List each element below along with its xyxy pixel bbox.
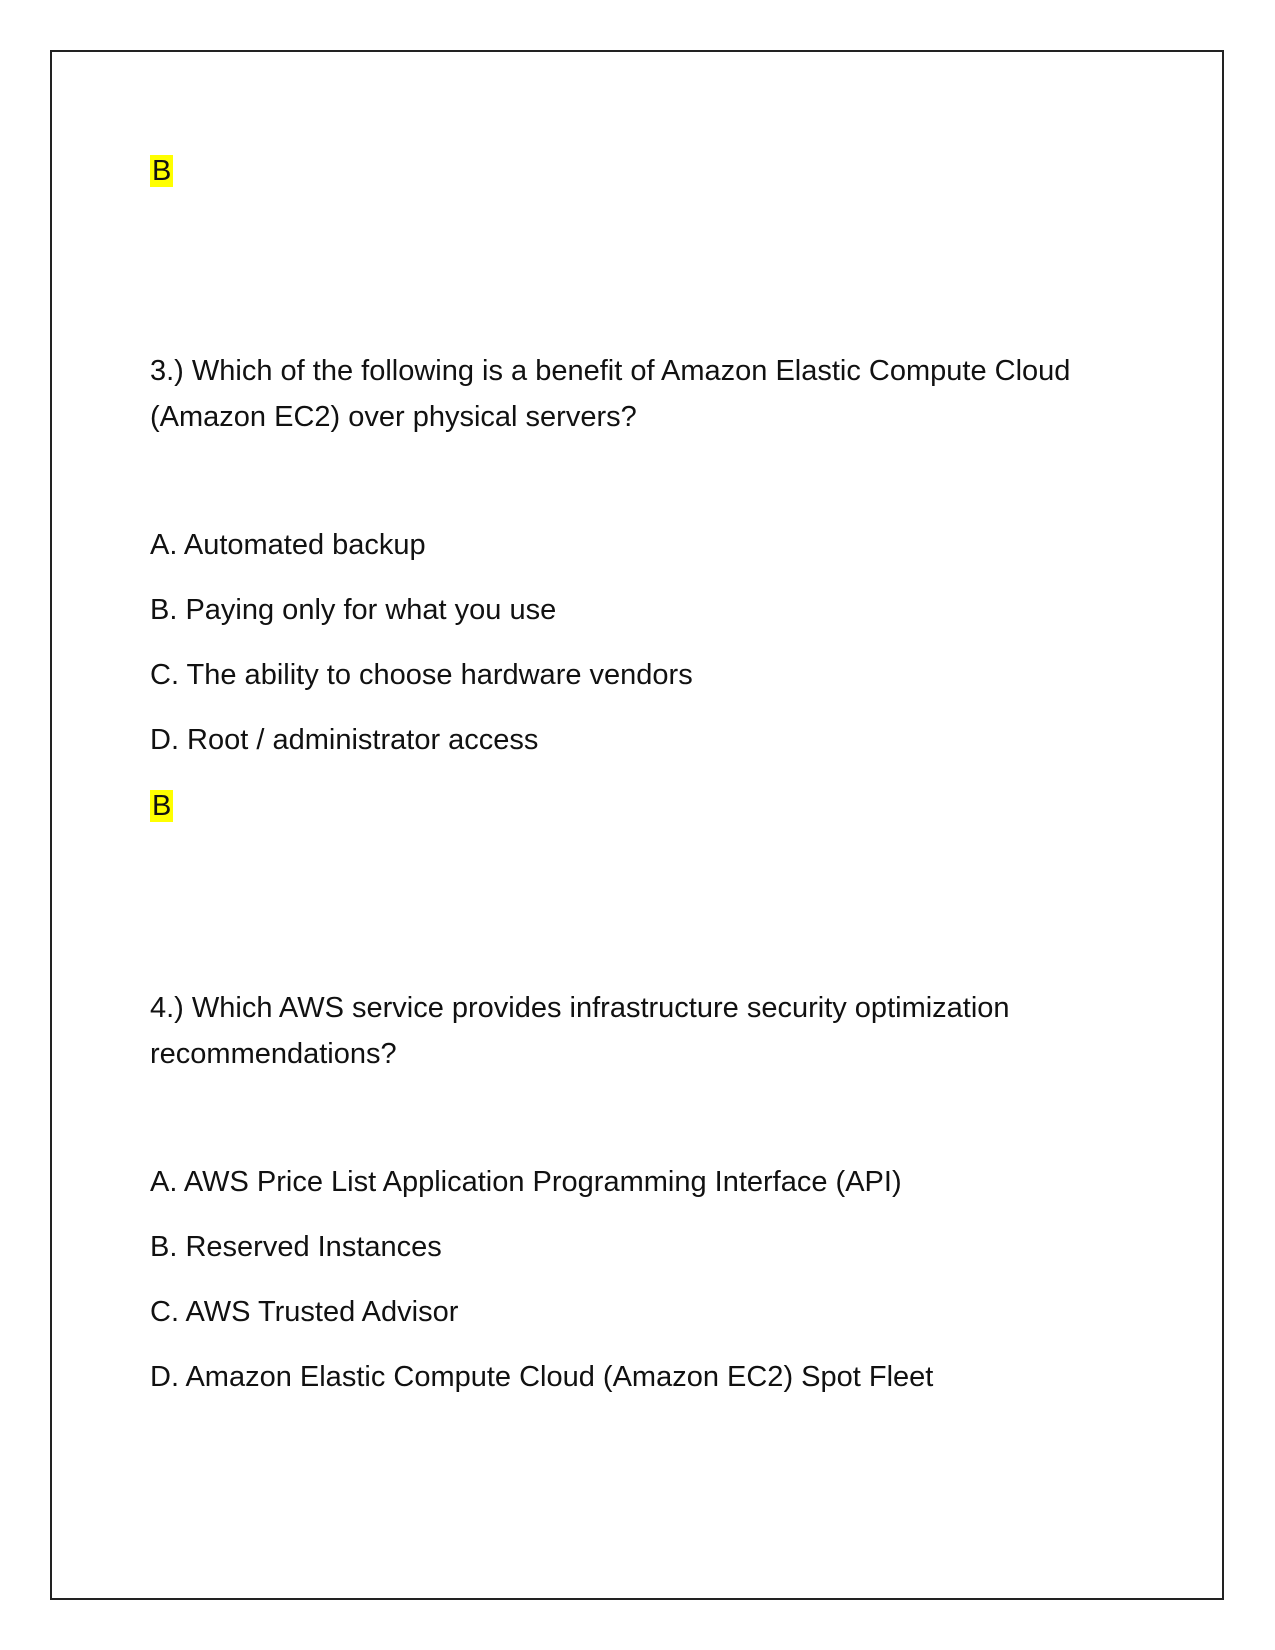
question-3-option-b: B. Paying only for what you use xyxy=(150,594,557,626)
question-3-text-line-2: (Amazon EC2) over physical servers? xyxy=(150,401,637,433)
answer-highlight-q3 xyxy=(150,789,173,823)
question-4-text-line-2: recommendations? xyxy=(150,1038,397,1070)
question-3-text-line-1: 3.) Which of the following is a benefit of Amazon Elastic Compute Cloud xyxy=(150,355,1071,387)
question-4-option-b: B. Reserved Instances xyxy=(150,1231,442,1263)
answer-letter: B xyxy=(152,155,172,187)
question-4-option-d: D. Amazon Elastic Compute Cloud (Amazon EC2) Spot Fleet xyxy=(150,1361,934,1393)
question-4-text-line-1: 4.) Which AWS service provides infrastructure security optimization xyxy=(150,992,1010,1024)
question-3-option-c: C. The ability to choose hardware vendors xyxy=(150,659,693,691)
answer-letter: B xyxy=(152,790,172,822)
question-3-option-d: D. Root / administrator access xyxy=(150,724,539,756)
question-3-option-a: A. Automated backup xyxy=(150,529,426,561)
answer-highlight-q2 xyxy=(150,154,173,188)
question-4-option-a: A. AWS Price List Application Programming Interface (API) xyxy=(150,1166,902,1198)
question-4-option-c: C. AWS Trusted Advisor xyxy=(150,1296,459,1328)
